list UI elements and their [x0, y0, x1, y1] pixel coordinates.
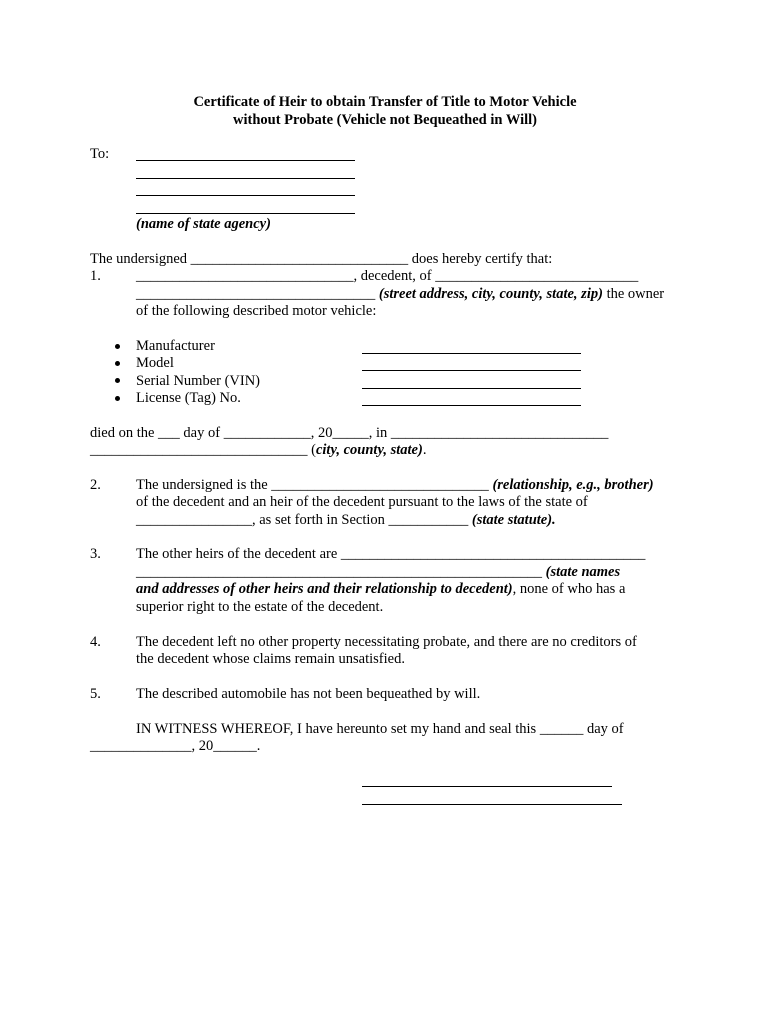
decedent-of-text: , decedent, of ____________________________	[353, 268, 639, 284]
item-5-line-1: The described automobile has not been bequeathed by will.	[136, 686, 481, 702]
to-label: To:	[90, 146, 110, 162]
item-2-line-2: of the decedent and an heir of the decedent pursuant to the laws of the state of	[136, 494, 588, 510]
item-1-line-2	[136, 286, 664, 303]
agency-line-4	[136, 213, 355, 214]
relationship-caption: (relationship, e.g., brother)	[492, 477, 654, 493]
signature-line-2	[362, 804, 622, 805]
item-3-line-2	[136, 564, 620, 581]
heirs-caption-start: (state names	[545, 564, 621, 580]
bullet-icon	[115, 396, 120, 401]
item-5-number: 5.	[90, 686, 101, 702]
statute-blank: ________________, as set forth in Section ___________	[136, 512, 472, 528]
witness-line-2: ______________, 20______.	[90, 738, 261, 754]
field-license-label: License (Tag) No.	[136, 390, 241, 406]
heirs-blank: ________________________________________________________	[136, 564, 546, 580]
agency-line-2	[136, 178, 355, 179]
bullet-icon	[115, 344, 120, 349]
died-line-2	[90, 442, 426, 459]
field-manufacturer-blank	[362, 353, 581, 354]
bullet-icon	[115, 361, 120, 366]
document-title-line-2: without Probate (Vehicle not Bequeathed in Will)	[233, 112, 537, 128]
item-2-number: 2.	[90, 477, 101, 493]
field-model-blank	[362, 370, 581, 371]
item-3-number: 3.	[90, 546, 101, 562]
place-period: .	[422, 442, 427, 458]
witness-line-1: IN WITNESS WHEREOF, I have hereunto set my hand and seal this ______ day of	[136, 721, 624, 737]
heirs-caption-end: and addresses of other heirs and their relationship to decedent)	[136, 581, 513, 597]
signature-line-1	[362, 786, 612, 787]
item-2-line-1	[136, 477, 654, 494]
item-1-number: 1.	[90, 268, 101, 284]
place-caption: city, county, state)	[315, 442, 423, 458]
item-3-line-1: The other heirs of the decedent are __________________________________________	[136, 546, 646, 562]
owner-text: the owner	[602, 286, 665, 302]
agency-caption: (name of state agency)	[136, 216, 271, 232]
item-3-line-4: superior right to the estate of the decedent.	[136, 599, 384, 615]
died-line-1: died on the ___ day of ____________, 20_____, in ______________________________	[90, 425, 609, 441]
agency-line-1	[136, 160, 355, 161]
item-4-number: 4.	[90, 634, 101, 650]
place-blank: ______________________________ (	[90, 442, 316, 458]
field-vin-label: Serial Number (VIN)	[136, 373, 261, 389]
statute-caption: (state statute).	[471, 512, 556, 528]
item-2-line-3	[136, 512, 556, 529]
relationship-blank: The undersigned is the ______________________________	[136, 477, 493, 493]
decedent-name-blank: ______________________________	[136, 268, 354, 284]
address-blank: _________________________________	[136, 286, 379, 302]
address-caption: (street address, city, county, state, zip)	[378, 286, 603, 302]
field-license-blank	[362, 405, 581, 406]
heirs-none-text: , none of who has a	[512, 581, 626, 597]
field-manufacturer-label: Manufacturer	[136, 338, 215, 354]
agency-line-3	[136, 195, 355, 196]
document-title-line-1: Certificate of Heir to obtain Transfer of Title to Motor Vehicle	[193, 94, 577, 110]
item-3-line-3	[136, 581, 625, 598]
item-1-line-3: of the following described motor vehicle:	[136, 303, 377, 319]
item-1-line-1	[136, 268, 638, 285]
field-vin-blank	[362, 388, 581, 389]
bullet-icon	[115, 378, 120, 383]
item-4-line-1: The decedent left no other property necessitating probate, and there are no creditors of	[136, 634, 637, 650]
field-model-label: Model	[136, 355, 174, 371]
item-4-line-2: the decedent whose claims remain unsatisfied.	[136, 651, 405, 667]
intro-line: The undersigned ______________________________ does hereby certify that:	[90, 251, 553, 267]
